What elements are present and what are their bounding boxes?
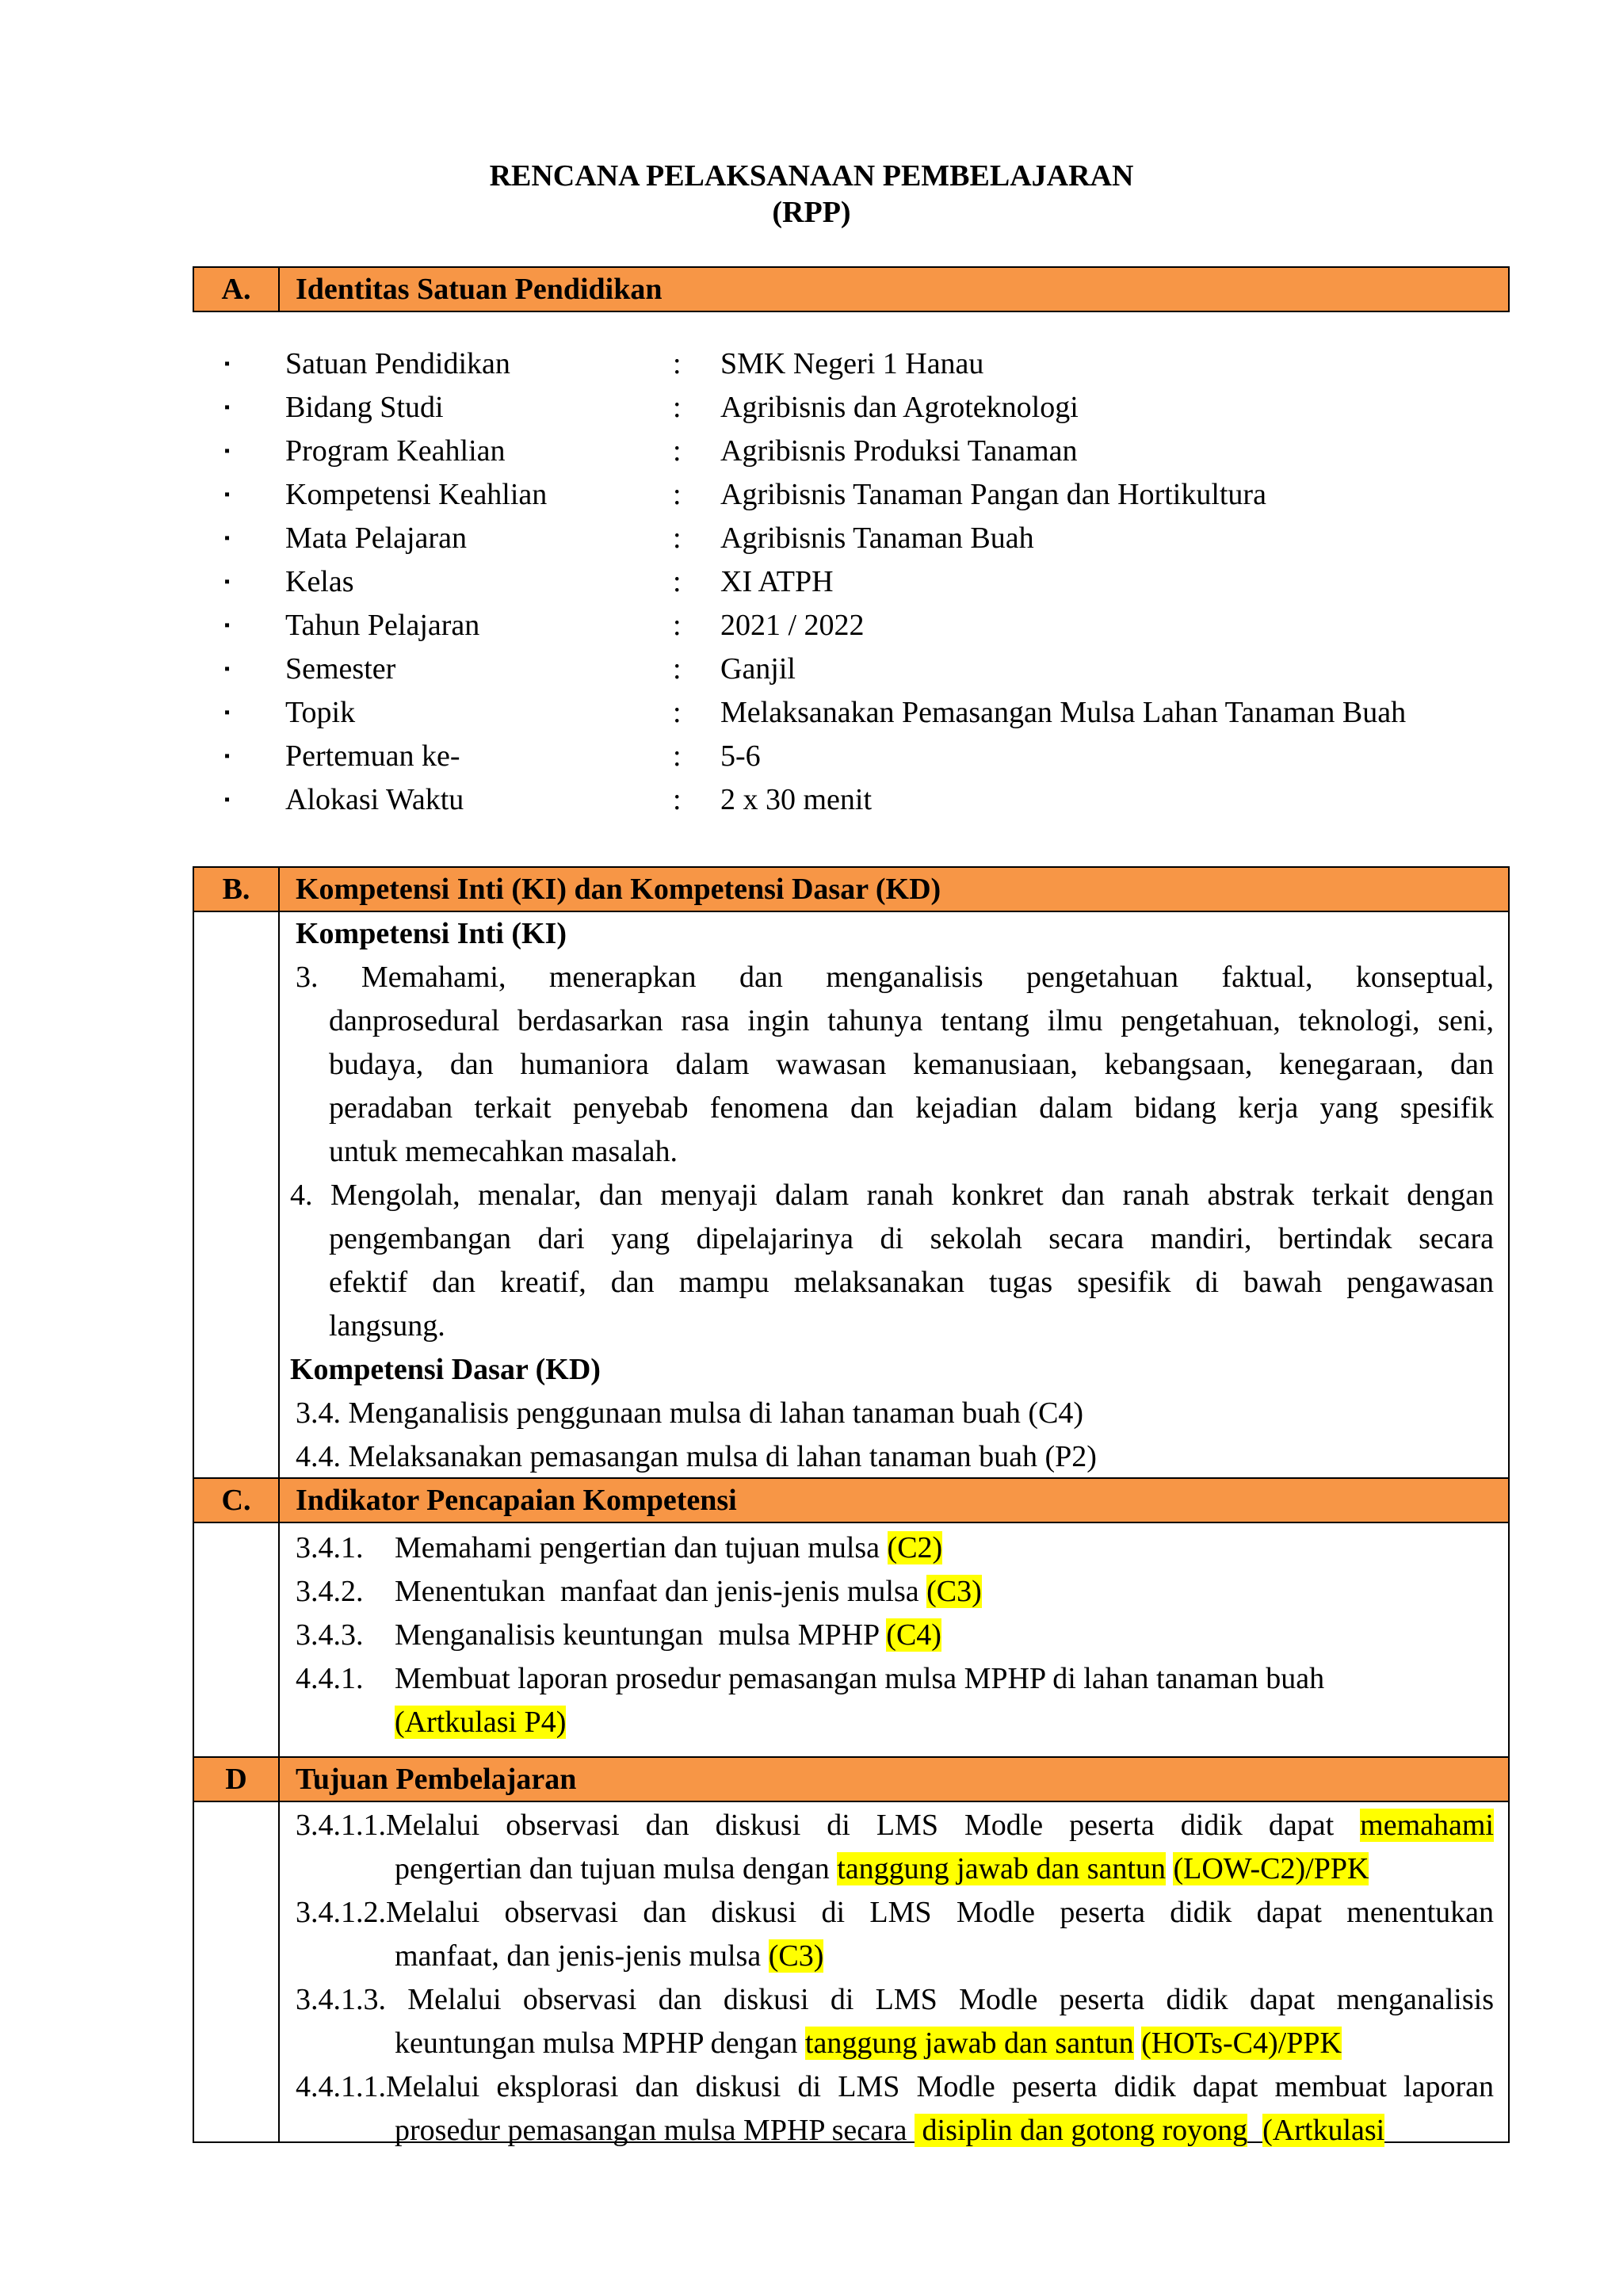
identity-label: Pertemuan ke- [285,739,460,773]
goal-level-highlight: (Artkulasi [1262,2114,1385,2147]
goal-highlight: disiplin dan gotong royong [915,2114,1248,2147]
ki4-line: langsung. [329,1309,445,1343]
document-title: RENCANA PELAKSANAAN PEMBELAJARAN [489,159,1134,193]
identity-value: Melaksanakan Pemasangan Mulsa Lahan Tanaman Buah [720,696,1407,729]
identity-row [224,430,1524,473]
identity-colon: : [673,478,682,511]
section-a-heading: Identitas Satuan Pendidikan [296,273,663,306]
identity-label: Kompetensi Keahlian [285,478,548,511]
identity-row [224,604,1524,648]
indicator-item [395,1614,941,1657]
ki3-line: untuk memecahkan masalah. [329,1135,678,1168]
goal-highlight: memahami [1360,1809,1494,1842]
identity-value: Agribisnis Tanaman Pangan dan Hortikultura [720,478,1266,511]
bullet-icon: ▪ [224,355,231,372]
document-subtitle: (RPP) [772,196,851,229]
section-d-header [193,1756,1510,1802]
identity-value: 2 x 30 menit [720,783,873,816]
column-divider [278,912,280,1477]
identity-list [224,342,1524,822]
goal-line: 3.4.1.2.Melalui observasi dan diskusi di LMS Modle peserta didik dapat menentukan [296,1896,1494,1929]
kd-heading: Kompetensi Dasar (KD) [290,1353,601,1386]
section-a-header [193,266,1510,312]
ki4-line: pengembangan dari yang dipelajarinya di sekolah secara mandiri, bertindak secara [329,1222,1494,1255]
kd-item: 3.4. Menganalisis penggunaan mulsa di lahan tanaman buah (C4) [296,1396,1084,1430]
goal-text: keuntungan mulsa MPHP dengan [395,2027,805,2060]
column-divider [278,1802,280,2141]
bullet-icon: ▪ [224,442,231,460]
section-c-header [193,1477,1510,1523]
identity-colon: : [673,565,682,598]
identity-row [224,473,1524,517]
section-b-letter: B. [194,868,280,911]
bullet-icon: ▪ [224,399,231,416]
ki3-line: 3. Memahami, menerapkan dan menganalisis pengetahuan faktual, konseptual, [296,961,1494,994]
goal-text: pengertian dan tujuan mulsa dengan [395,1852,838,1885]
indicator-text: Memahami pengertian dan tujuan mulsa [395,1531,888,1564]
ki4-line: 4. Mengolah, menalar, dan menyaji dalam ranah konkret dan ranah abstrak terkait dengan [290,1179,1494,1212]
indicator-item [395,1526,942,1570]
section-a-letter: A. [194,268,280,311]
identity-colon: : [673,434,682,468]
section-b-heading: Kompetensi Inti (KI) dan Kompetensi Dasar (KD) [296,873,941,906]
kd-item: 4.4. Melaksanakan pemasangan mulsa di lahan tanaman buah (P2) [296,1440,1097,1473]
identity-label: Bidang Studi [285,391,444,424]
identity-value: Agribisnis Tanaman Buah [720,521,1034,555]
identity-label: Alokasi Waktu [285,783,464,816]
goal-line [395,2109,1384,2153]
goal-level-highlight: (C3) [768,1939,824,1973]
identity-colon: : [673,652,682,686]
section-b-header [193,866,1510,912]
indicator-text: Menentukan manfaat dan jenis-jenis mulsa [395,1575,927,1608]
identity-label: Kelas [285,565,354,598]
identity-row [224,648,1524,691]
ki3-line: peradaban terkait penyebab fenomena dan kejadian dalam bidang kerja yang spesifik [329,1091,1494,1125]
goal-level-highlight: (HOTs-C4)/PPK [1141,2027,1342,2060]
indicator-item [395,1570,982,1614]
goal-space [1247,2114,1262,2147]
identity-label: Program Keahlian [285,434,506,468]
bullet-icon: ▪ [224,617,231,634]
goal-text: prosedur pemasangan mulsa MPHP secara [395,2114,915,2147]
identity-row [224,342,1524,386]
indicator-number: 3.4.1. [296,1531,364,1564]
bullet-icon: ▪ [224,486,231,503]
goal-space [1134,2027,1142,2060]
identity-colon: : [673,783,682,816]
identity-colon: : [673,521,682,555]
ki-heading: Kompetensi Inti (KI) [296,917,567,950]
indicator-text: Membuat laporan prosedur pemasangan mulsa MPHP di lahan tanaman buah [395,1662,1325,1695]
goal-line [395,1935,823,1978]
indicator-level-highlight: (C4) [886,1618,941,1652]
bullet-icon: ▪ [224,704,231,721]
identity-colon: : [673,609,682,642]
identity-row [224,560,1524,604]
identity-row [224,386,1524,430]
section-d-letter: D [194,1758,280,1801]
goal-text: 3.4.1.1.Melalui observasi dan diskusi di LMS Modle peserta didik dapat [296,1809,1361,1842]
identity-row [224,735,1524,778]
ki4-line: efektif dan kreatif, dan mampu melaksanakan tugas spesifik di bawah pengawasan [329,1266,1494,1299]
indicator-level-highlight: (C3) [926,1575,982,1608]
section-c-heading: Indikator Pencapaian Kompetensi [296,1484,737,1517]
ki3-line: budaya, dan humaniora dalam wawasan kemanusiaan, kebangsaan, kenegaraan, dan [329,1048,1494,1081]
column-divider [278,1523,280,1756]
indicator-item [395,1701,566,1744]
bullet-icon: ▪ [224,573,231,590]
identity-row [224,778,1524,822]
identity-value: Agribisnis Produksi Tanaman [720,434,1078,468]
bullet-icon: ▪ [224,529,231,547]
identity-label: Tahun Pelajaran [285,609,480,642]
indicator-level-highlight: (Artkulasi P4) [395,1706,567,1739]
indicator-number: 3.4.2. [296,1575,364,1608]
identity-label: Semester [285,652,396,686]
identity-label: Satuan Pendidikan [285,347,510,380]
identity-row [224,517,1524,560]
ki3-line: danprosedural berdasarkan rasa ingin tahunya tentang ilmu pengetahuan, teknologi, seni, [329,1004,1494,1037]
identity-value: Ganjil [720,652,796,686]
bullet-icon: ▪ [224,747,231,765]
identity-row [224,691,1524,735]
indicator-number: 3.4.3. [296,1618,364,1652]
goal-line: 4.4.1.1.Melalui eksplorasi dan diskusi di LMS Modle peserta didik dapat membuat laporan [296,2070,1494,2103]
goal-line [296,1804,1494,1847]
identity-colon: : [673,696,682,729]
section-c-letter: C. [194,1479,280,1522]
goal-highlight: tanggung jawab dan santun [837,1852,1166,1885]
identity-value: 2021 / 2022 [720,609,865,642]
identity-value: Agribisnis dan Agroteknologi [720,391,1079,424]
identity-colon: : [673,739,682,773]
identity-label: Topik [285,696,356,729]
bullet-icon: ▪ [224,791,231,808]
indicator-level-highlight: (C2) [887,1531,943,1564]
goal-line: 3.4.1.3. Melalui observasi dan diskusi di LMS Modle peserta didik dapat menganalisis [296,1983,1494,2016]
section-d-heading: Tujuan Pembelajaran [296,1763,577,1796]
identity-label: Mata Pelajaran [285,521,467,555]
goal-level-highlight: (LOW-C2)/PPK [1173,1852,1369,1885]
goal-text: manfaat, dan jenis-jenis mulsa [395,1939,769,1973]
identity-colon: : [673,391,682,424]
identity-value: XI ATPH [720,565,834,598]
goal-highlight: tanggung jawab dan santun [804,2027,1134,2060]
identity-colon: : [673,347,682,380]
goal-line [395,1847,1369,1891]
indicator-number: 4.4.1. [296,1662,364,1695]
goal-line [395,2022,1342,2065]
indicator-text: Menganalisis keuntungan mulsa MPHP [395,1618,887,1652]
bullet-icon: ▪ [224,660,231,678]
identity-value: SMK Negeri 1 Hanau [720,347,984,380]
identity-value: 5-6 [720,739,761,773]
